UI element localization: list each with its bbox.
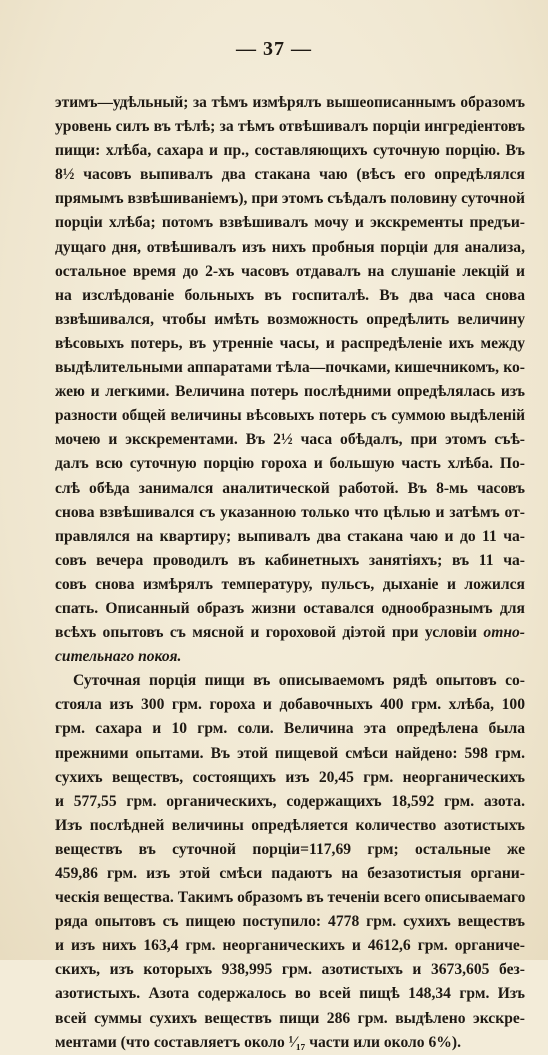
text-line — [55, 428, 525, 452]
text-line-content: совъ вечера проводилъ въ кабинетныхъ занятіяхъ; въ 11 ча- — [55, 551, 525, 569]
text-line-content: ческія вещества. Такимъ образомъ въ теченіи всего описываемаго — [55, 889, 526, 907]
text-line-content: вѣсовыхъ потерь, въ утренніе часы, и распредѣленіе ихъ между — [55, 334, 525, 352]
text-line-content: прямымъ взвѣшиваніемъ), при этомъ съѣдалъ половину суточной — [55, 190, 525, 208]
text-line — [55, 332, 525, 356]
text-line-content: всѣхъ опытовъ съ мясной и гороховой діэтой при условіи — [55, 624, 484, 642]
text-line — [55, 284, 525, 308]
text-line-content: слѣ обѣда занимался аналитической работой. Въ 8-мь часовъ — [55, 479, 525, 497]
italic-text: сительнаго покоя. — [55, 648, 182, 666]
text-line — [55, 717, 525, 741]
text-line-content: остальное время до 2-хъ часовъ отдавалъ на слушаніе лекцій и — [55, 262, 525, 280]
text-line — [55, 693, 525, 717]
text-line-content: жею и легкими. Величина потерь послѣдними опредѣлялась изъ — [55, 383, 525, 401]
text-line — [55, 139, 525, 163]
text-line — [55, 356, 525, 380]
text-line-content: сухихъ веществъ, состоящихъ изъ 20,45 грм. неорганическихъ — [55, 768, 525, 786]
text-line-content: выдѣлительными аппаратами тѣла—почками, кишечникомъ, ко- — [55, 359, 525, 377]
text-line — [55, 187, 525, 211]
text-line-content: взвѣшивался, чтобы имѣть возможность опредѣлить величину — [55, 310, 525, 328]
text-line-content: на изслѣдованіе больныхъ въ госпиталѣ. Въ два часа снова — [55, 286, 525, 304]
text-line-content: этимъ—удѣльный; за тѣмъ измѣрялъ вышеописаннымъ образомъ — [55, 94, 525, 111]
text-line — [55, 573, 525, 597]
text-line-content: разности общей величины вѣсовыхъ потерь съ суммою выдѣленій — [55, 407, 525, 425]
text-line-content: стояла изъ 300 грм. гороха и добавочныхъ 400 грм. хлѣба, 100 — [55, 696, 525, 714]
text-line-content: пищи: хлѣба, сахара и пр., составляющихъ суточную порцію. Въ — [55, 142, 525, 160]
text-line-content: азотистыхъ. Азота содержалось во всей пищѣ 148,34 грм. Изъ — [55, 985, 525, 1003]
text-line — [55, 163, 525, 187]
text-line — [55, 910, 525, 934]
text-line-content: прежними опытами. Въ этой пищевой смѣси найдено: 598 грм. — [55, 744, 525, 762]
text-line — [55, 814, 525, 838]
text-line-content: совъ снова измѣрялъ температуру, пульсъ, дыханіе и ложился — [55, 575, 525, 593]
text-line — [55, 1031, 525, 1055]
text-line — [55, 452, 525, 476]
text-line-content: далъ всю суточную порцію гороха и большую часть хлѣба. По- — [55, 455, 525, 473]
text-line — [55, 669, 525, 693]
text-line-content: всей суммы сухихъ веществъ пищи 286 грм. выдѣлено экскре- — [55, 1009, 525, 1027]
text-line — [55, 838, 525, 862]
text-line — [55, 597, 525, 621]
text-line-content: скихъ, изъ которыхъ 938,995 грм. азотистыхъ и 3673,605 без- — [55, 961, 525, 979]
text-line-content: дущаго дня, отвѣшивалъ изъ нихъ пробныя порціи для анализа, — [55, 238, 525, 256]
text-line — [55, 236, 525, 260]
text-line-content: и 577,55 грм. органическихъ, содержащихъ 18,592 грм. азота. — [55, 792, 525, 810]
text-line-content: мочею и экскрементами. Въ 2½ часа обѣдалъ, при этомъ съѣ- — [55, 431, 525, 449]
text-line — [55, 742, 525, 766]
text-line-content: ментами (что составляетъ около ¹⁄₁₇ части или около 6%). — [55, 1033, 461, 1051]
page-number: — 37 — — [236, 38, 312, 60]
italic-text: отно- — [483, 624, 525, 642]
text-line-content: Суточная порція пищи въ описываемомъ рядѣ опытовъ со- — [73, 672, 525, 690]
text-line-content: 8½ часовъ выпивалъ два стакана чаю (вѣсъ его опредѣлялся — [55, 166, 525, 184]
text-line — [55, 115, 525, 139]
text-line — [55, 260, 525, 284]
text-line-content: порціи хлѣба; потомъ взвѣшивалъ мочу и экскременты предъи- — [55, 214, 525, 232]
text-line — [55, 525, 525, 549]
text-line — [55, 886, 525, 910]
text-line — [55, 982, 525, 1006]
text-line — [55, 477, 525, 501]
text-line-content: снова взвѣшивался съ указанною только что цѣлью и затѣмъ от- — [55, 503, 525, 521]
text-line — [55, 308, 525, 332]
text-line-content: 459,86 грм. изъ этой смѣси падаютъ на безазотистыя органи- — [55, 865, 525, 882]
text-line — [55, 211, 525, 235]
text-line-content: уровень силъ въ тѣлѣ; за тѣмъ отвѣшивалъ порціи ингредіентовъ — [55, 118, 525, 136]
text-line — [55, 1007, 525, 1031]
text-line — [55, 621, 525, 645]
text-line — [55, 380, 525, 404]
text-line-content: веществъ въ суточной порціи=117,69 грм; остальные же — [55, 840, 525, 858]
text-line — [55, 766, 525, 790]
text-line — [55, 790, 525, 814]
text-line — [55, 91, 525, 115]
text-line-content: ряда опытовъ съ пищею поступило: 4778 грм. сухихъ веществъ — [55, 913, 525, 931]
text-line-content: правлялся на квартиру; выпивалъ два стакана чаю и до 11 ча- — [55, 527, 525, 545]
text-line — [55, 501, 525, 525]
text-line — [55, 404, 525, 428]
text-line-content: и изъ нихъ 163,4 грм. неорганическихъ и 4612,6 грм. органиче- — [55, 937, 525, 955]
text-line — [55, 934, 525, 958]
body-text — [55, 91, 525, 1055]
text-line — [55, 862, 525, 886]
text-line — [55, 958, 525, 982]
text-line-content: грм. сахара и 10 грм. соли. Величина эта опредѣлена была — [55, 720, 525, 738]
text-line — [55, 549, 525, 573]
text-line-content: Изъ послѣдней величины опредѣляется количество азотистыхъ — [55, 816, 525, 834]
text-line — [55, 645, 525, 669]
text-line-content: спать. Описанный образъ жизни оставался однообразнымъ для — [55, 599, 525, 617]
